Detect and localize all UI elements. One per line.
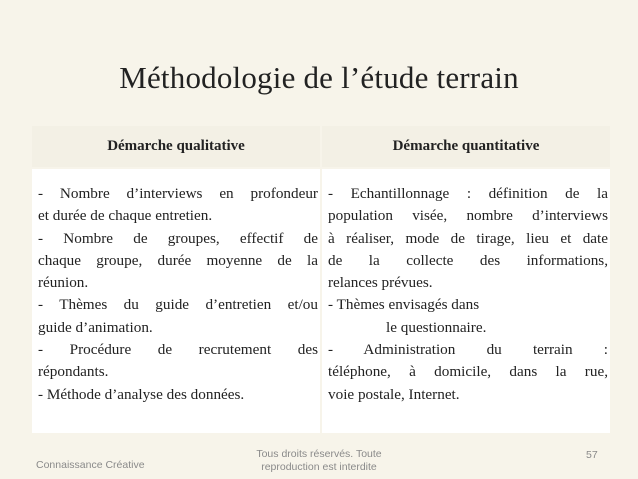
header-qualitative: Démarche qualitative xyxy=(107,138,245,154)
text-line: - Thèmes envisagés dans xyxy=(328,296,480,314)
qualitative-cell xyxy=(38,183,318,406)
text-line: à réaliser, mode de tirage, lieu et date xyxy=(328,229,608,247)
text-line: - Nombre d’interviews en profondeur xyxy=(38,185,318,202)
text-line: - Thèmes du guide d’entretien et/ou xyxy=(38,296,318,314)
page-number: 57 xyxy=(586,449,598,461)
text-line: - Procédure de recrutement des xyxy=(38,341,318,359)
text-line: le questionnaire. xyxy=(386,318,487,336)
footer-brand: Connaissance Créative xyxy=(36,459,145,471)
text-line: chaque groupe, durée moyenne de la xyxy=(38,251,318,269)
comparison-table xyxy=(32,126,610,433)
footer-rights xyxy=(239,448,399,474)
footer-rights-line: Tous droits réservés. Toute xyxy=(256,448,382,460)
footer-rights-line: reproduction est interdite xyxy=(261,461,377,473)
text-line: population visée, nombre d’interviews xyxy=(328,207,608,225)
quantitative-cell xyxy=(328,183,608,406)
column-divider xyxy=(320,126,322,433)
text-line: téléphone, à domicile, dans la rue, xyxy=(328,363,608,381)
text-line: et durée de chaque entretien. xyxy=(38,207,213,225)
text-line: répondants. xyxy=(38,363,109,381)
header-quantitative: Démarche quantitative xyxy=(392,138,540,154)
slide-title: Méthodologie de l’étude terrain xyxy=(119,60,519,95)
text-line: - Echantillonnage : définition de la xyxy=(328,185,608,202)
text-line: de la collecte des informations, xyxy=(328,251,608,269)
text-line: guide d’animation. xyxy=(38,318,153,336)
text-line: relances prévues. xyxy=(328,274,433,292)
text-line: - Méthode d’analyse des données. xyxy=(38,385,245,403)
text-line: - Nombre de groupes, effectif de xyxy=(38,229,318,247)
text-line: - Administration du terrain : xyxy=(328,341,608,359)
text-line: voie postale, Internet. xyxy=(328,385,460,403)
text-line: réunion. xyxy=(38,274,89,292)
